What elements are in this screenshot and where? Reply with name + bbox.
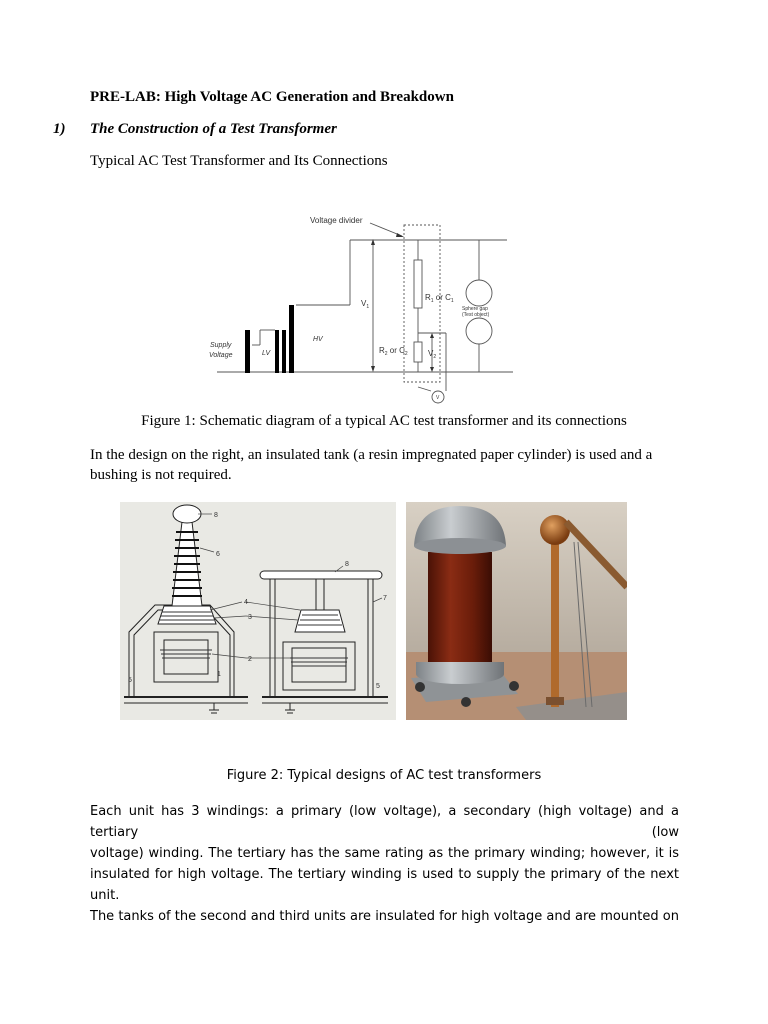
figure2-caption: Figure 2: Typical designs of AC test transformers (226, 768, 542, 783)
label-voltage: Voltage (209, 352, 233, 359)
figure1-caption: Figure 1: Schematic diagram of a typical AC test transformer and its connections (141, 413, 627, 429)
label-r1-c1: $R_1$ or $C_1$ (425, 293, 454, 304)
transformer-photo (406, 502, 627, 720)
label-test-object: (Test object) (462, 312, 490, 318)
label-voltage-divider: Voltage divider (310, 216, 363, 225)
label-v2: $V_2$ (428, 349, 437, 360)
callout-1: 1 (217, 671, 221, 678)
figure1-heading: Typical AC Test Transformer and Its Connections (90, 153, 388, 169)
callout-6: 6 (216, 551, 220, 558)
paragraph-2 (90, 801, 679, 927)
transformer-designs-sketch (120, 502, 396, 720)
callout-3: 3 (248, 614, 252, 621)
section-title: The Construction of a Test Transformer (90, 121, 337, 137)
paragraph-2-line: The tanks of the second and third units are insulated for high voltage and are mounted on (90, 909, 679, 924)
label-hv: HV (313, 336, 323, 343)
paragraph-2-line: voltage) winding. The tertiary has the same rating as the primary winding; however, it is (90, 846, 679, 861)
label-sphere-gap: Sphere gap (462, 306, 488, 312)
callout-8-left: 8 (214, 512, 218, 519)
callout-7: 7 (383, 595, 387, 602)
label-r2-c2: $R_2$ or $C_2$ (379, 346, 408, 357)
callout-4: 4 (244, 599, 248, 606)
callout-2: 2 (248, 656, 252, 663)
callout-5-left: 5 (128, 677, 132, 684)
callout-8-right: 8 (345, 561, 349, 568)
callout-5-right: 5 (376, 683, 380, 690)
document-title: PRE-LAB: High Voltage AC Generation and Breakdown (90, 89, 454, 105)
test-transformer-schematic (195, 205, 525, 405)
label-v1: $V_1$ (361, 299, 370, 310)
paragraph-2-line: insulated for high voltage. The tertiary winding is used to supply the primary of the next unit. (90, 867, 679, 903)
label-supply: Supply (210, 342, 232, 349)
label-meter: V (436, 395, 440, 401)
section-number: 1) (53, 121, 66, 137)
paragraph-1: In the design on the right, an insulated tank (a resin impregnated paper cylinder) is used and a bushing is not required. (90, 447, 653, 483)
paragraph-2-line: Each unit has 3 windings: a primary (low voltage), a secondary (high voltage) and a tertiary (low (90, 804, 679, 840)
label-lv: LV (262, 350, 271, 357)
